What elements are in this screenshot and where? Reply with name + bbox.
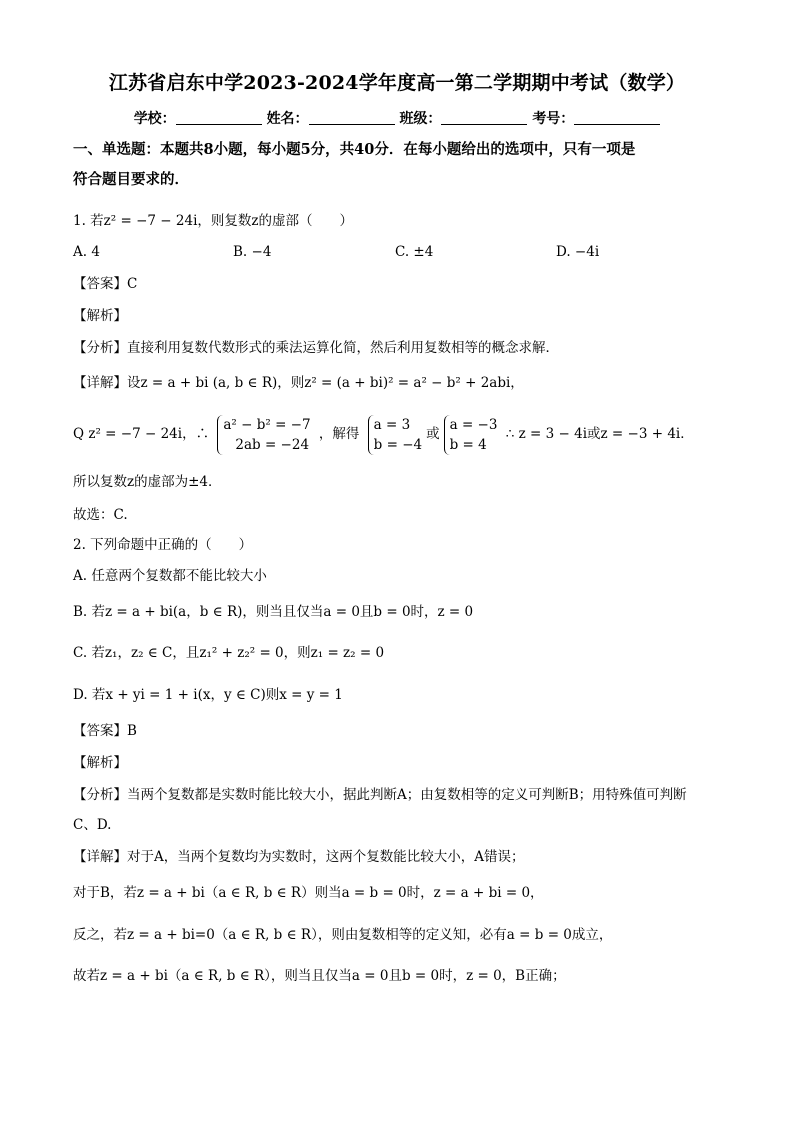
q1-answer: 【答案】C [73,276,138,292]
q2-fenxi-line2: C、D. [73,817,112,833]
student-info-fields [0,108,794,128]
name-blank[interactable] [309,111,395,125]
q1-conclusion: 所以复数z的虚部为±4． [73,474,222,490]
q2-option-c: C. 若z₁，z₂ ∈ C，且z₁² + z₂² = 0，则z₁ = z₂ = 0 [73,645,385,661]
q1-option-d: D. −4i [556,244,600,260]
class-blank[interactable] [441,111,527,125]
q2-detail-line1: 【详解】对于A，当两个复数均为实数时，这两个复数能比较大小，A错误； [73,849,525,865]
q2-option-b: B. 若z = a + bi(a，b ∈ R)，则当且仅当a = 0且b = 0时，z = 0 [73,604,474,620]
q2-detail-line4: 故若z = a + bi（a ∈ R, b ∈ R），则当且仅当a = 0且b = 0时，z = 0，B正确； [73,968,566,984]
q1-choose: 故选：C. [73,507,128,523]
school-label: 学校： [133,111,176,127]
q2-detail-line3: 反之，若z = a + bi=0（a ∈ R, b ∈ R），则由复数相等的定义知，必有a = b = 0成立， [73,927,613,943]
q1-solution2 [444,415,498,455]
q1-eq1: a² − b² = −7 [223,416,311,433]
q1-eq2: 2ab = −24 [235,436,310,453]
q1-or-word: 或 [426,426,440,442]
q1-option-c: C. ±4 [395,244,434,260]
q1-system-pre: Q z² = −7 − 24i，∴ [73,426,210,442]
q1-option-b: B. −4 [233,244,272,260]
q1-option-a: A. 4 [73,244,100,260]
section-heading-line2: 符合题目要求的． [73,171,189,188]
q1-system-line [73,412,694,456]
section-heading-line1: 一、单选题：本题共8小题，每小题5分，共40分．在每小题给出的选项中，只有一项是 [73,141,636,158]
q1-sol2-b: b = 4 [449,436,487,453]
q2-detail-line2: 对于B，若z = a + bi（a ∈ R, b ∈ R）则当a = b = 0时，z = a + bi = 0， [73,885,544,901]
q2-option-d: D. 若x + yi = 1 + i(x，y ∈ C)则x = y = 1 [73,687,343,703]
class-label: 班级： [399,111,442,127]
school-blank[interactable] [176,111,262,125]
number-blank[interactable] [574,111,660,125]
q1-solve-word: ，解得 [318,426,360,442]
q1-detail: 【详解】设z = a + bi (a, b ∈ R)，则z² = (a + bi)² = a² − b² + 2abi， [73,375,524,391]
q2-fenxi-line1: 【分析】当两个复数都是实数时能比较大小，据此判断A；由复数相等的定义可判断B；用特殊值可判断 [73,787,687,803]
number-label: 考号： [532,111,575,127]
q1-sol2-a: a = −3 [449,416,498,433]
q1-sol1-a: a = 3 [373,416,411,433]
q1-stem: 1. 若z² = −7 − 24i，则复数z的虚部（ ） [73,213,353,229]
q2-analysis-tag: 【解析】 [73,755,127,771]
q1-solution1 [368,415,422,455]
q1-result: ∴ z = 3 − 4i或z = −3 + 4i． [505,426,694,442]
q2-answer: 【答案】B [73,723,137,739]
q1-analysis-tag: 【解析】 [73,308,127,324]
exam-title: 江苏省启东中学2023-2024学年度高一第二学期期中考试（数学） [108,72,686,94]
q1-system-brace [217,415,310,455]
q2-option-a: A. 任意两个复数都不能比较大小 [73,568,267,584]
name-label: 姓名： [266,111,309,127]
q1-sol1-b: b = −4 [373,436,423,453]
q2-stem: 2. 下列命题中正确的（ ） [73,537,253,553]
q1-fenxi: 【分析】直接利用复数代数形式的乘法运算化简，然后利用复数相等的概念求解． [73,340,559,356]
